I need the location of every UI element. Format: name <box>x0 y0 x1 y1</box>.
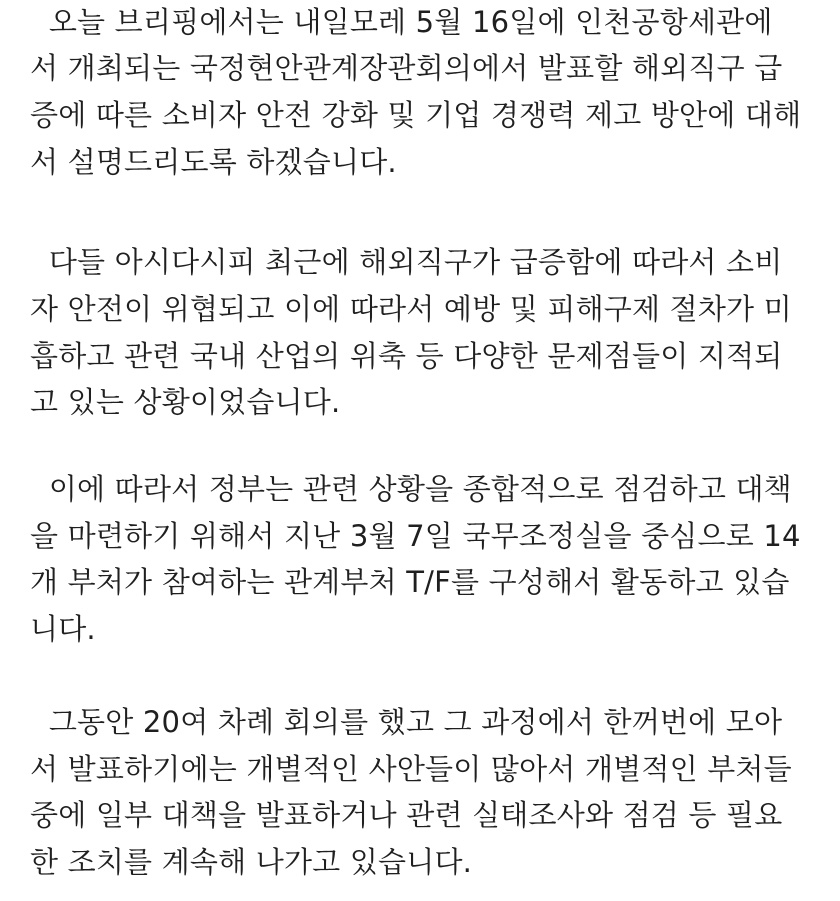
text-line: 개 부처가 참여하는 관계부처 T/F를 구성해서 활동하고 있습 <box>30 565 790 599</box>
text-line: 자 안전이 위협되고 이에 따라서 예방 및 피해구제 절차가 미 <box>30 292 792 326</box>
text-line: 서 개최되는 국정현안관계장관회의에서 발표할 해외직구 급 <box>30 51 783 85</box>
text-line: 서 설명드리도록 하겠습니다. <box>30 145 397 179</box>
text-line: 서 발표하기에는 개별적인 사안들이 많아서 개별적인 부처들 <box>30 752 792 786</box>
text-line: 을 마련하기 위해서 지난 3월 7일 국무조정실을 중심으로 14 <box>30 519 801 553</box>
text-line: 그동안 20여 차례 회의를 했고 그 과정에서 한꺼번에 모아 <box>30 705 783 739</box>
text-line: 한 조치를 계속해 나가고 있습니다. <box>30 845 473 879</box>
text-line: 증에 따른 소비자 안전 강화 및 기업 경쟁력 제고 방안에 대해 <box>30 98 802 132</box>
text-line: 니다. <box>30 612 96 646</box>
text-line: 고 있는 상황이었습니다. <box>30 385 341 419</box>
text-line: 중에 일부 대책을 발표하거나 관련 실태조사와 점검 등 필요 <box>30 798 783 832</box>
text-line: 다들 아시다시피 최근에 해외직구가 급증함에 따라서 소비 <box>30 245 783 279</box>
text-line: 이에 따라서 정부는 관련 상황을 종합적으로 점검하고 대책 <box>30 472 792 506</box>
text-line: 흡하고 관련 국내 산업의 위축 등 다양한 문제점들이 지적되 <box>30 339 783 373</box>
text-line: 오늘 브리핑에서는 내일모레 5월 16일에 인천공항세관에 <box>30 5 773 39</box>
